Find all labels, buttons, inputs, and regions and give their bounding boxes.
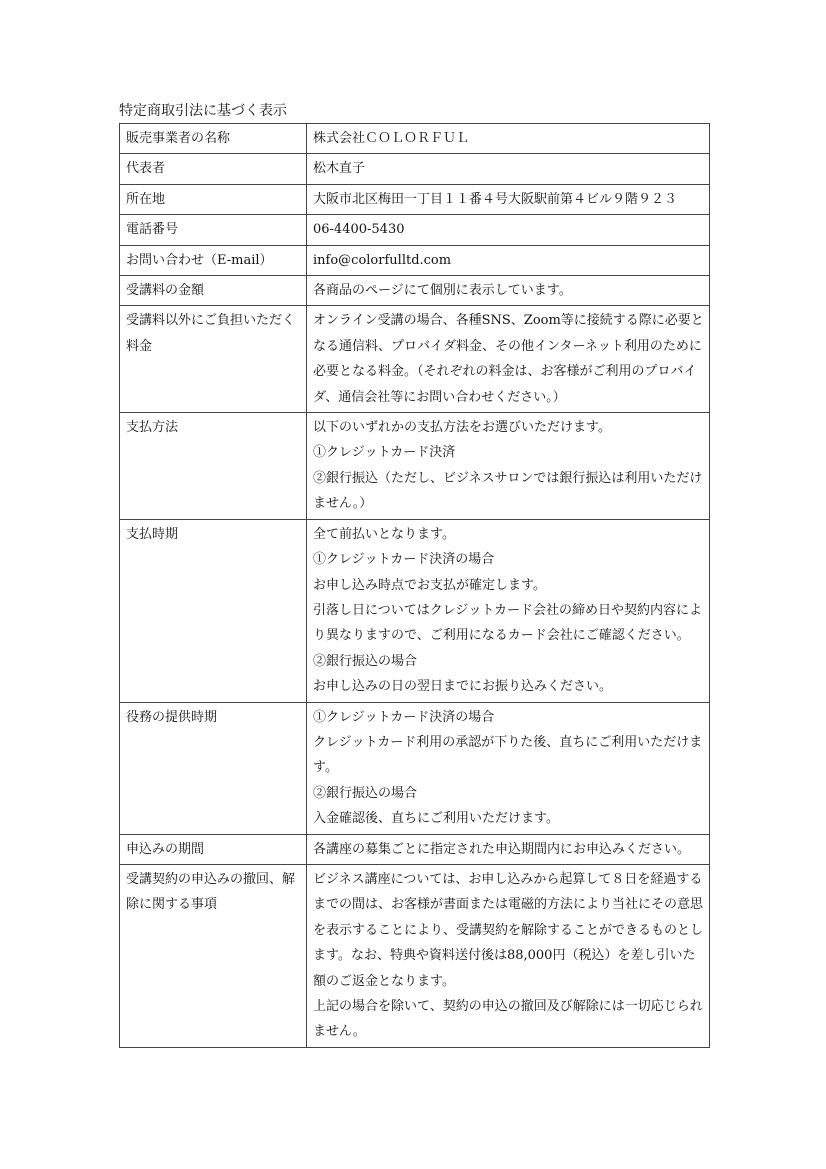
- row-value: [307, 519, 710, 702]
- row-label: 販売事業者の名称: [120, 124, 307, 154]
- row-value-line: 松木直子: [313, 161, 366, 177]
- row-label: 支払時期: [120, 519, 307, 702]
- table-row: [120, 702, 710, 834]
- row-value: [307, 834, 710, 864]
- row-label: 受講料以外にご負担いただく料金: [120, 306, 307, 413]
- row-value: [307, 276, 710, 306]
- row-value-line: ビジネス講座については、お申し込みから起算して８日を経過するまでの間は、お客様が書面または電磁的方法により当社にその意思を表示することにより、受講契約を解除することができるものとします。なお、特典や資料送付後は88,000円（税込）を差し引いた額のご返金となります。: [313, 871, 704, 989]
- row-value-line: お申し込み時点でお支払が確定します。: [313, 577, 546, 593]
- row-value-line: オンライン受講の場合、各種SNS、Zoom等に接続する際に必要となる通信料、プロバイダ料金、その他インターネット利用のために必要となる料金。（それぞれの料金は、お客様がご利用のプロバイダ、通信会社等にお問い合わせください。）: [313, 313, 704, 405]
- row-value-line: ②銀行振込（ただし、ビジネスサロンでは銀行振込は利用いただけません。）: [313, 470, 703, 512]
- row-label: お問い合わせ（E-mail）: [120, 245, 307, 275]
- disclosure-table: [119, 123, 710, 1048]
- row-label: 電話番号: [120, 215, 307, 245]
- table-row: [120, 413, 710, 520]
- row-label: 受講料の金額: [120, 276, 307, 306]
- row-label: 所在地: [120, 184, 307, 214]
- row-value-line: クレジットカード利用の承認が下りた後、直ちにご利用いただけます。: [313, 734, 703, 776]
- row-value-line: 各商品のページにて個別に表示しています。: [313, 283, 572, 299]
- table-row: [120, 184, 710, 214]
- row-value-line: 引落し日についてはクレジットカード会社の締め日や契約内容により異なりますので、ご利用になるカード会社にご確認ください。: [313, 602, 703, 644]
- row-label: 申込みの期間: [120, 834, 307, 864]
- row-value: [307, 864, 710, 1047]
- row-value: [307, 306, 710, 413]
- row-label: 支払方法: [120, 413, 307, 520]
- table-row: [120, 834, 710, 864]
- row-value-line: 06-4400-5430: [313, 222, 405, 238]
- table-row: [120, 124, 710, 154]
- row-value-line: 以下のいずれかの支払方法をお選びいただけます。: [313, 420, 611, 436]
- row-value-line: 上記の場合を除いて、契約の申込の撤回及び解除には一切応じられません。: [313, 999, 703, 1040]
- row-value-line: 各講座の募集ごとに指定された申込期間内にお申込みください。: [313, 841, 691, 857]
- disclosure-table-body: [120, 124, 710, 1048]
- document-title: 特定商取引法に基づく表示: [119, 103, 287, 119]
- table-row: [120, 306, 710, 413]
- row-value-line: 株式会社ＣＯＬＯＲＦＵＬ: [313, 131, 470, 146]
- row-value: [307, 413, 710, 520]
- table-row: [120, 519, 710, 702]
- table-row: [120, 154, 710, 184]
- row-value: [307, 124, 710, 154]
- table-row: [120, 864, 710, 1047]
- row-label: 受講契約の申込みの撤回、解除に関する事項: [120, 864, 307, 1047]
- row-value-line: ②銀行振込の場合: [313, 653, 418, 669]
- row-value-line: info@colorfulltd.com: [313, 252, 452, 268]
- row-label: 代表者: [120, 154, 307, 184]
- row-value-line: ①クレジットカード決済の場合: [313, 709, 495, 725]
- row-value: [307, 215, 710, 245]
- row-value-line: ①クレジットカード決済の場合: [313, 552, 495, 568]
- row-value-line: 入金確認後、直ちにご利用いただけます。: [313, 811, 559, 827]
- row-value: [307, 184, 710, 214]
- row-value: [307, 245, 710, 275]
- row-value-line: お申し込みの日の翌日までにお振り込みください。: [313, 679, 613, 695]
- table-row: [120, 215, 710, 245]
- row-value: [307, 154, 710, 184]
- table-row: [120, 276, 710, 306]
- row-value-line: 大阪市北区梅田一丁目１１番４号大阪駅前第４ビル９階９２３: [313, 191, 678, 207]
- row-label: 役務の提供時期: [120, 702, 307, 834]
- row-value-line: ②銀行振込の場合: [313, 785, 418, 801]
- table-row: [120, 245, 710, 275]
- row-value-line: 全て前払いとなります。: [313, 526, 455, 542]
- row-value: [307, 702, 710, 834]
- row-value-line: ①クレジットカード決済: [313, 445, 456, 461]
